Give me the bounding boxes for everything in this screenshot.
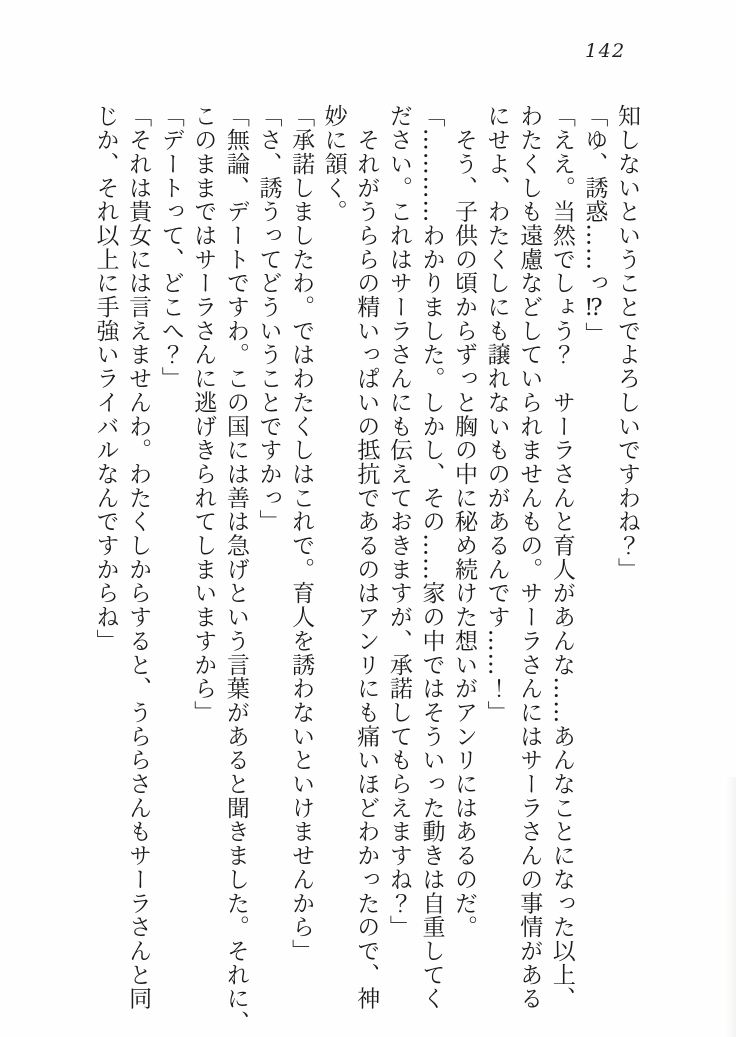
text-line: 妙に頷く。 bbox=[320, 104, 347, 224]
text-line: 知しないということでよろしいですわね？」 bbox=[614, 104, 640, 581]
text-line: 「無論、デートですわ。この国には善は急げという言葉があると聞きました。それに、 bbox=[222, 104, 249, 1035]
text-line: 「承諾しましたわ。ではわたくしはこれで。育人を誘わないといけませんから」 bbox=[288, 104, 315, 963]
text-line: じか、それ以上に手強いライバルなんですからね」 bbox=[92, 104, 119, 653]
text-line: にせよ、わたくしにも譲れないものがあるんです……！」 bbox=[483, 104, 510, 725]
text-line: それがうららの精いっぱいの抵抗であるのはアンリにも痛いほどわかったので、神 bbox=[353, 104, 380, 1011]
text-line: 「さ、誘うってどういうことですかっ」 bbox=[255, 104, 282, 534]
text-line: 「ええ。当然でしょう？ サーラさんと育人があんな……あんなことになった以上、 bbox=[548, 104, 575, 1011]
text-line: このままではサーラさんに逃げきられてしまいますから」 bbox=[190, 104, 217, 725]
vertical-text-block bbox=[89, 104, 643, 1035]
text-line: 「デートって、どこへ？」 bbox=[157, 104, 184, 391]
text-line: 「それは貴女には言えませんわ。わたくしからすると、うららさんもサーラさんと同 bbox=[125, 104, 152, 1011]
text-line: そう、子供の頃からずっと胸の中に秘め続けた想いがアンリにはあるのだ。 bbox=[451, 104, 478, 939]
text-line: 「ゆ、誘惑……っ⁉」 bbox=[581, 104, 608, 346]
text-line: ださい。これはサーラさんにも伝えておきますが、承諾してもらえますね？」 bbox=[385, 104, 412, 939]
text-line: 「…………わかりました。しかし、その……家の中ではそういった動きは自重してく bbox=[418, 104, 445, 1011]
text-line: わたくしも遠慮などしていられませんもの。サーラさんにはサーラさんの事情がある bbox=[516, 104, 543, 1011]
page-number: 142 bbox=[585, 40, 626, 62]
